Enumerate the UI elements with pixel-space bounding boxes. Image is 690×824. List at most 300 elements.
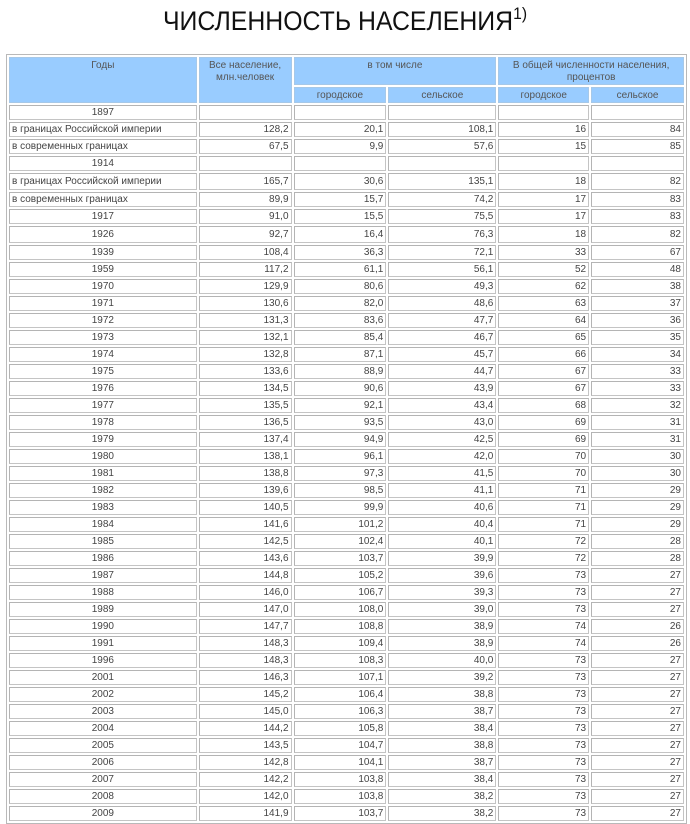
table-row <box>9 209 684 224</box>
title-footnote: 1) <box>513 4 528 23</box>
table-row <box>9 296 684 311</box>
table-row <box>9 687 684 702</box>
cell-year: 1939 <box>9 245 197 260</box>
cell-rural-percent: 33 <box>591 381 684 396</box>
cell-rural: 39,9 <box>388 551 496 566</box>
header-rural-percent: сельское <box>591 87 684 103</box>
cell-total: 135,5 <box>199 398 292 413</box>
cell-total: 136,5 <box>199 415 292 430</box>
cell-urban: 107,1 <box>294 670 387 685</box>
cell-year: 2007 <box>9 772 197 787</box>
cell-rural: 56,1 <box>388 262 496 277</box>
cell-rural-percent: 27 <box>591 585 684 600</box>
cell-urban-percent: 73 <box>498 806 589 821</box>
cell-urban-percent: 73 <box>498 704 589 719</box>
table-row <box>9 619 684 634</box>
cell-year: 2002 <box>9 687 197 702</box>
table-row <box>9 568 684 583</box>
cell-urban: 92,1 <box>294 398 387 413</box>
cell-rural: 49,3 <box>388 279 496 294</box>
cell-total: 141,9 <box>199 806 292 821</box>
table-row <box>9 721 684 736</box>
cell-urban: 90,6 <box>294 381 387 396</box>
cell-rural-percent: 84 <box>591 122 684 137</box>
table-row <box>9 466 684 481</box>
cell-rural-percent: 27 <box>591 670 684 685</box>
cell-rural-percent: 28 <box>591 551 684 566</box>
cell-total: 117,2 <box>199 262 292 277</box>
cell-year: 1989 <box>9 602 197 617</box>
cell-rural-percent: 27 <box>591 687 684 702</box>
cell-rural: 38,9 <box>388 619 496 634</box>
cell-rural: 38,2 <box>388 789 496 804</box>
cell-rural: 38,4 <box>388 772 496 787</box>
cell-rural-percent: 37 <box>591 296 684 311</box>
cell-rural-percent: 27 <box>591 704 684 719</box>
table-row <box>9 483 684 498</box>
cell-urban: 36,3 <box>294 245 387 260</box>
cell-urban: 109,4 <box>294 636 387 651</box>
cell-urban <box>294 156 387 171</box>
cell-year: 1996 <box>9 653 197 668</box>
cell-rural-percent: 29 <box>591 483 684 498</box>
cell-urban-percent: 17 <box>498 192 589 207</box>
table-row <box>9 313 684 328</box>
cell-total: 137,4 <box>199 432 292 447</box>
cell-urban: 82,0 <box>294 296 387 311</box>
cell-urban-percent <box>498 105 589 120</box>
cell-year: 1986 <box>9 551 197 566</box>
cell-rural-percent: 35 <box>591 330 684 345</box>
cell-rural-percent: 83 <box>591 192 684 207</box>
cell-urban-percent <box>498 156 589 171</box>
cell-urban: 20,1 <box>294 122 387 137</box>
cell-urban-percent: 64 <box>498 313 589 328</box>
cell-urban-percent: 69 <box>498 432 589 447</box>
cell-total: 89,9 <box>199 192 292 207</box>
cell-rural: 76,3 <box>388 226 496 243</box>
cell-rural: 40,1 <box>388 534 496 549</box>
table-row <box>9 432 684 447</box>
cell-rural: 42,5 <box>388 432 496 447</box>
cell-total: 145,2 <box>199 687 292 702</box>
cell-total: 132,1 <box>199 330 292 345</box>
cell-rural: 38,4 <box>388 721 496 736</box>
cell-total: 92,7 <box>199 226 292 243</box>
cell-rural: 40,4 <box>388 517 496 532</box>
table-row <box>9 653 684 668</box>
cell-rural: 57,6 <box>388 139 496 154</box>
cell-rural: 39,2 <box>388 670 496 685</box>
table-row <box>9 105 684 120</box>
cell-rural: 39,3 <box>388 585 496 600</box>
table-row <box>9 192 684 207</box>
table-row <box>9 415 684 430</box>
cell-rural-percent: 48 <box>591 262 684 277</box>
table-row <box>9 704 684 719</box>
cell-year: 1979 <box>9 432 197 447</box>
cell-rural-percent: 27 <box>591 653 684 668</box>
cell-urban: 96,1 <box>294 449 387 464</box>
cell-rural-percent: 27 <box>591 602 684 617</box>
cell-rural-percent: 36 <box>591 313 684 328</box>
cell-rural-percent: 31 <box>591 415 684 430</box>
cell-urban: 87,1 <box>294 347 387 362</box>
cell-year: 1973 <box>9 330 197 345</box>
cell-total: 129,9 <box>199 279 292 294</box>
table-row <box>9 789 684 804</box>
table-row <box>9 806 684 821</box>
header-urban: городское <box>294 87 387 103</box>
table-row <box>9 602 684 617</box>
cell-total: 146,3 <box>199 670 292 685</box>
cell-rural-percent: 30 <box>591 449 684 464</box>
header-urban-percent: городское <box>498 87 589 103</box>
cell-urban-percent: 16 <box>498 122 589 137</box>
cell-total: 142,0 <box>199 789 292 804</box>
cell-rural-percent: 27 <box>591 806 684 821</box>
table-row <box>9 364 684 379</box>
cell-rural: 38,7 <box>388 755 496 770</box>
cell-total: 133,6 <box>199 364 292 379</box>
cell-rural-percent: 34 <box>591 347 684 362</box>
cell-total: 148,3 <box>199 653 292 668</box>
cell-urban: 103,7 <box>294 551 387 566</box>
cell-year: 1991 <box>9 636 197 651</box>
cell-year: 1971 <box>9 296 197 311</box>
cell-total: 138,8 <box>199 466 292 481</box>
cell-urban-percent: 73 <box>498 602 589 617</box>
cell-urban-percent: 70 <box>498 466 589 481</box>
cell-rural-percent: 30 <box>591 466 684 481</box>
cell-rural: 47,7 <box>388 313 496 328</box>
cell-urban-percent: 62 <box>498 279 589 294</box>
cell-year: 2001 <box>9 670 197 685</box>
cell-rural-percent: 31 <box>591 432 684 447</box>
cell-total: 165,7 <box>199 173 292 190</box>
cell-rural: 38,7 <box>388 704 496 719</box>
cell-rural-percent: 28 <box>591 534 684 549</box>
cell-total <box>199 156 292 171</box>
cell-territory: в современных границах <box>9 139 197 154</box>
table-header <box>9 57 684 103</box>
cell-year: 2008 <box>9 789 197 804</box>
table-row <box>9 381 684 396</box>
cell-rural: 108,1 <box>388 122 496 137</box>
cell-year: 1981 <box>9 466 197 481</box>
table-row <box>9 279 684 294</box>
cell-territory: в современных границах <box>9 192 197 207</box>
cell-urban: 83,6 <box>294 313 387 328</box>
cell-rural-percent: 27 <box>591 789 684 804</box>
cell-rural: 39,6 <box>388 568 496 583</box>
cell-rural-percent: 27 <box>591 568 684 583</box>
cell-year: 1984 <box>9 517 197 532</box>
page-title-text: ЧИСЛЕННОСТЬ НАСЕЛЕНИЯ <box>162 6 514 36</box>
cell-rural: 41,1 <box>388 483 496 498</box>
cell-urban-percent: 18 <box>498 173 589 190</box>
cell-rural: 46,7 <box>388 330 496 345</box>
cell-year: 1974 <box>9 347 197 362</box>
cell-year: 1975 <box>9 364 197 379</box>
cell-urban: 106,7 <box>294 585 387 600</box>
cell-urban-percent: 71 <box>498 517 589 532</box>
cell-urban: 15,5 <box>294 209 387 224</box>
cell-total: 142,5 <box>199 534 292 549</box>
header-rural: сельское <box>388 87 496 103</box>
cell-rural: 135,1 <box>388 173 496 190</box>
cell-rural: 38,9 <box>388 636 496 651</box>
cell-rural: 75,5 <box>388 209 496 224</box>
cell-urban-percent: 72 <box>498 551 589 566</box>
table-row <box>9 449 684 464</box>
cell-total: 143,6 <box>199 551 292 566</box>
cell-rural-percent: 33 <box>591 364 684 379</box>
cell-rural: 74,2 <box>388 192 496 207</box>
cell-total: 138,1 <box>199 449 292 464</box>
cell-rural: 40,6 <box>388 500 496 515</box>
cell-year: 1976 <box>9 381 197 396</box>
cell-total: 143,5 <box>199 738 292 753</box>
cell-rural-percent <box>591 156 684 171</box>
cell-urban-percent: 73 <box>498 687 589 702</box>
cell-total: 147,7 <box>199 619 292 634</box>
cell-year: 2004 <box>9 721 197 736</box>
cell-urban: 108,8 <box>294 619 387 634</box>
page-title <box>28 4 663 37</box>
table-row <box>9 139 684 154</box>
cell-year: 1983 <box>9 500 197 515</box>
cell-urban: 30,6 <box>294 173 387 190</box>
cell-urban <box>294 105 387 120</box>
cell-urban-percent: 70 <box>498 449 589 464</box>
cell-rural: 38,8 <box>388 687 496 702</box>
cell-urban: 103,7 <box>294 806 387 821</box>
cell-rural: 72,1 <box>388 245 496 260</box>
table-row <box>9 156 684 171</box>
cell-urban-percent: 71 <box>498 483 589 498</box>
cell-total: 139,6 <box>199 483 292 498</box>
cell-urban-percent: 72 <box>498 534 589 549</box>
cell-urban-percent: 73 <box>498 653 589 668</box>
cell-total: 141,6 <box>199 517 292 532</box>
cell-urban: 15,7 <box>294 192 387 207</box>
cell-total: 134,5 <box>199 381 292 396</box>
cell-total: 144,2 <box>199 721 292 736</box>
cell-rural: 41,5 <box>388 466 496 481</box>
cell-rural: 43,9 <box>388 381 496 396</box>
cell-urban-percent: 73 <box>498 738 589 753</box>
table-row <box>9 670 684 685</box>
cell-year: 1977 <box>9 398 197 413</box>
cell-rural-percent: 32 <box>591 398 684 413</box>
cell-urban: 98,5 <box>294 483 387 498</box>
cell-total: 142,2 <box>199 772 292 787</box>
cell-urban: 94,9 <box>294 432 387 447</box>
cell-rural-percent: 27 <box>591 721 684 736</box>
cell-year: 1982 <box>9 483 197 498</box>
cell-urban-percent: 65 <box>498 330 589 345</box>
cell-urban: 102,4 <box>294 534 387 549</box>
cell-territory: в границах Российской империи <box>9 173 197 190</box>
cell-rural: 43,4 <box>388 398 496 413</box>
cell-urban: 80,6 <box>294 279 387 294</box>
cell-total: 145,0 <box>199 704 292 719</box>
cell-urban: 101,2 <box>294 517 387 532</box>
cell-urban: 105,8 <box>294 721 387 736</box>
cell-rural-percent: 82 <box>591 226 684 243</box>
cell-year: 1917 <box>9 209 197 224</box>
cell-urban: 99,9 <box>294 500 387 515</box>
cell-rural <box>388 156 496 171</box>
cell-total: 144,8 <box>199 568 292 583</box>
cell-urban-percent: 69 <box>498 415 589 430</box>
cell-year: 1914 <box>9 156 197 171</box>
cell-total: 91,0 <box>199 209 292 224</box>
table-row <box>9 245 684 260</box>
cell-urban: 103,8 <box>294 772 387 787</box>
cell-urban: 97,3 <box>294 466 387 481</box>
cell-year: 1926 <box>9 226 197 243</box>
cell-urban-percent: 73 <box>498 568 589 583</box>
cell-year: 2005 <box>9 738 197 753</box>
table-row <box>9 585 684 600</box>
table-row <box>9 500 684 515</box>
cell-total: 131,3 <box>199 313 292 328</box>
cell-total: 148,3 <box>199 636 292 651</box>
cell-total: 142,8 <box>199 755 292 770</box>
table-row <box>9 738 684 753</box>
cell-rural-percent: 26 <box>591 636 684 651</box>
cell-year: 1985 <box>9 534 197 549</box>
cell-rural: 43,0 <box>388 415 496 430</box>
table-row <box>9 347 684 362</box>
header-years: Годы <box>9 57 197 103</box>
cell-urban: 85,4 <box>294 330 387 345</box>
cell-rural-percent: 67 <box>591 245 684 260</box>
table-row <box>9 262 684 277</box>
cell-urban-percent: 73 <box>498 755 589 770</box>
cell-rural-percent <box>591 105 684 120</box>
cell-total: 130,6 <box>199 296 292 311</box>
table-row <box>9 226 684 243</box>
table-body <box>9 105 684 821</box>
cell-urban-percent: 67 <box>498 381 589 396</box>
cell-rural-percent: 26 <box>591 619 684 634</box>
cell-total: 140,5 <box>199 500 292 515</box>
cell-year: 1897 <box>9 105 197 120</box>
cell-urban-percent: 73 <box>498 670 589 685</box>
table-row <box>9 772 684 787</box>
cell-year: 1987 <box>9 568 197 583</box>
cell-urban-percent: 73 <box>498 585 589 600</box>
table-row <box>9 636 684 651</box>
cell-urban-percent: 74 <box>498 636 589 651</box>
header-share-percent: В общей численности населения, процентов <box>498 57 684 85</box>
table-row <box>9 173 684 190</box>
cell-year: 1978 <box>9 415 197 430</box>
table-row <box>9 534 684 549</box>
population-table <box>6 54 687 824</box>
cell-urban: 93,5 <box>294 415 387 430</box>
cell-rural: 40,0 <box>388 653 496 668</box>
cell-urban-percent: 73 <box>498 721 589 736</box>
table-row <box>9 122 684 137</box>
cell-year: 1988 <box>9 585 197 600</box>
cell-rural-percent: 29 <box>591 500 684 515</box>
cell-rural-percent: 83 <box>591 209 684 224</box>
cell-year: 1959 <box>9 262 197 277</box>
table-row <box>9 398 684 413</box>
table-row <box>9 551 684 566</box>
cell-urban: 108,3 <box>294 653 387 668</box>
cell-urban-percent: 73 <box>498 772 589 787</box>
cell-rural-percent: 27 <box>591 738 684 753</box>
cell-rural: 44,7 <box>388 364 496 379</box>
cell-urban: 103,8 <box>294 789 387 804</box>
cell-rural-percent: 85 <box>591 139 684 154</box>
cell-urban-percent: 68 <box>498 398 589 413</box>
header-including: в том числе <box>294 57 497 85</box>
cell-urban-percent: 18 <box>498 226 589 243</box>
cell-urban: 104,7 <box>294 738 387 753</box>
table-row <box>9 755 684 770</box>
cell-urban-percent: 74 <box>498 619 589 634</box>
cell-year: 1980 <box>9 449 197 464</box>
cell-total: 146,0 <box>199 585 292 600</box>
cell-rural-percent: 38 <box>591 279 684 294</box>
cell-total: 132,8 <box>199 347 292 362</box>
cell-urban: 105,2 <box>294 568 387 583</box>
cell-total: 67,5 <box>199 139 292 154</box>
cell-rural: 42,0 <box>388 449 496 464</box>
cell-urban: 16,4 <box>294 226 387 243</box>
cell-urban-percent: 63 <box>498 296 589 311</box>
cell-total: 147,0 <box>199 602 292 617</box>
cell-urban: 9,9 <box>294 139 387 154</box>
cell-rural: 39,0 <box>388 602 496 617</box>
cell-year: 1990 <box>9 619 197 634</box>
cell-rural <box>388 105 496 120</box>
cell-urban: 61,1 <box>294 262 387 277</box>
cell-rural-percent: 29 <box>591 517 684 532</box>
cell-year: 2003 <box>9 704 197 719</box>
cell-rural-percent: 27 <box>591 772 684 787</box>
cell-rural-percent: 27 <box>591 755 684 770</box>
cell-urban-percent: 33 <box>498 245 589 260</box>
cell-rural-percent: 82 <box>591 173 684 190</box>
table-row <box>9 517 684 532</box>
cell-year: 2009 <box>9 806 197 821</box>
cell-urban-percent: 52 <box>498 262 589 277</box>
cell-rural: 48,6 <box>388 296 496 311</box>
cell-rural: 38,2 <box>388 806 496 821</box>
cell-total <box>199 105 292 120</box>
cell-rural: 45,7 <box>388 347 496 362</box>
cell-urban-percent: 15 <box>498 139 589 154</box>
table-row <box>9 330 684 345</box>
cell-urban: 104,1 <box>294 755 387 770</box>
header-total-population: Все население, млн.человек <box>199 57 292 103</box>
cell-urban-percent: 66 <box>498 347 589 362</box>
cell-rural: 38,8 <box>388 738 496 753</box>
cell-year: 2006 <box>9 755 197 770</box>
cell-territory: в границах Российской империи <box>9 122 197 137</box>
cell-urban-percent: 73 <box>498 789 589 804</box>
cell-urban: 108,0 <box>294 602 387 617</box>
cell-total: 128,2 <box>199 122 292 137</box>
cell-urban: 88,9 <box>294 364 387 379</box>
